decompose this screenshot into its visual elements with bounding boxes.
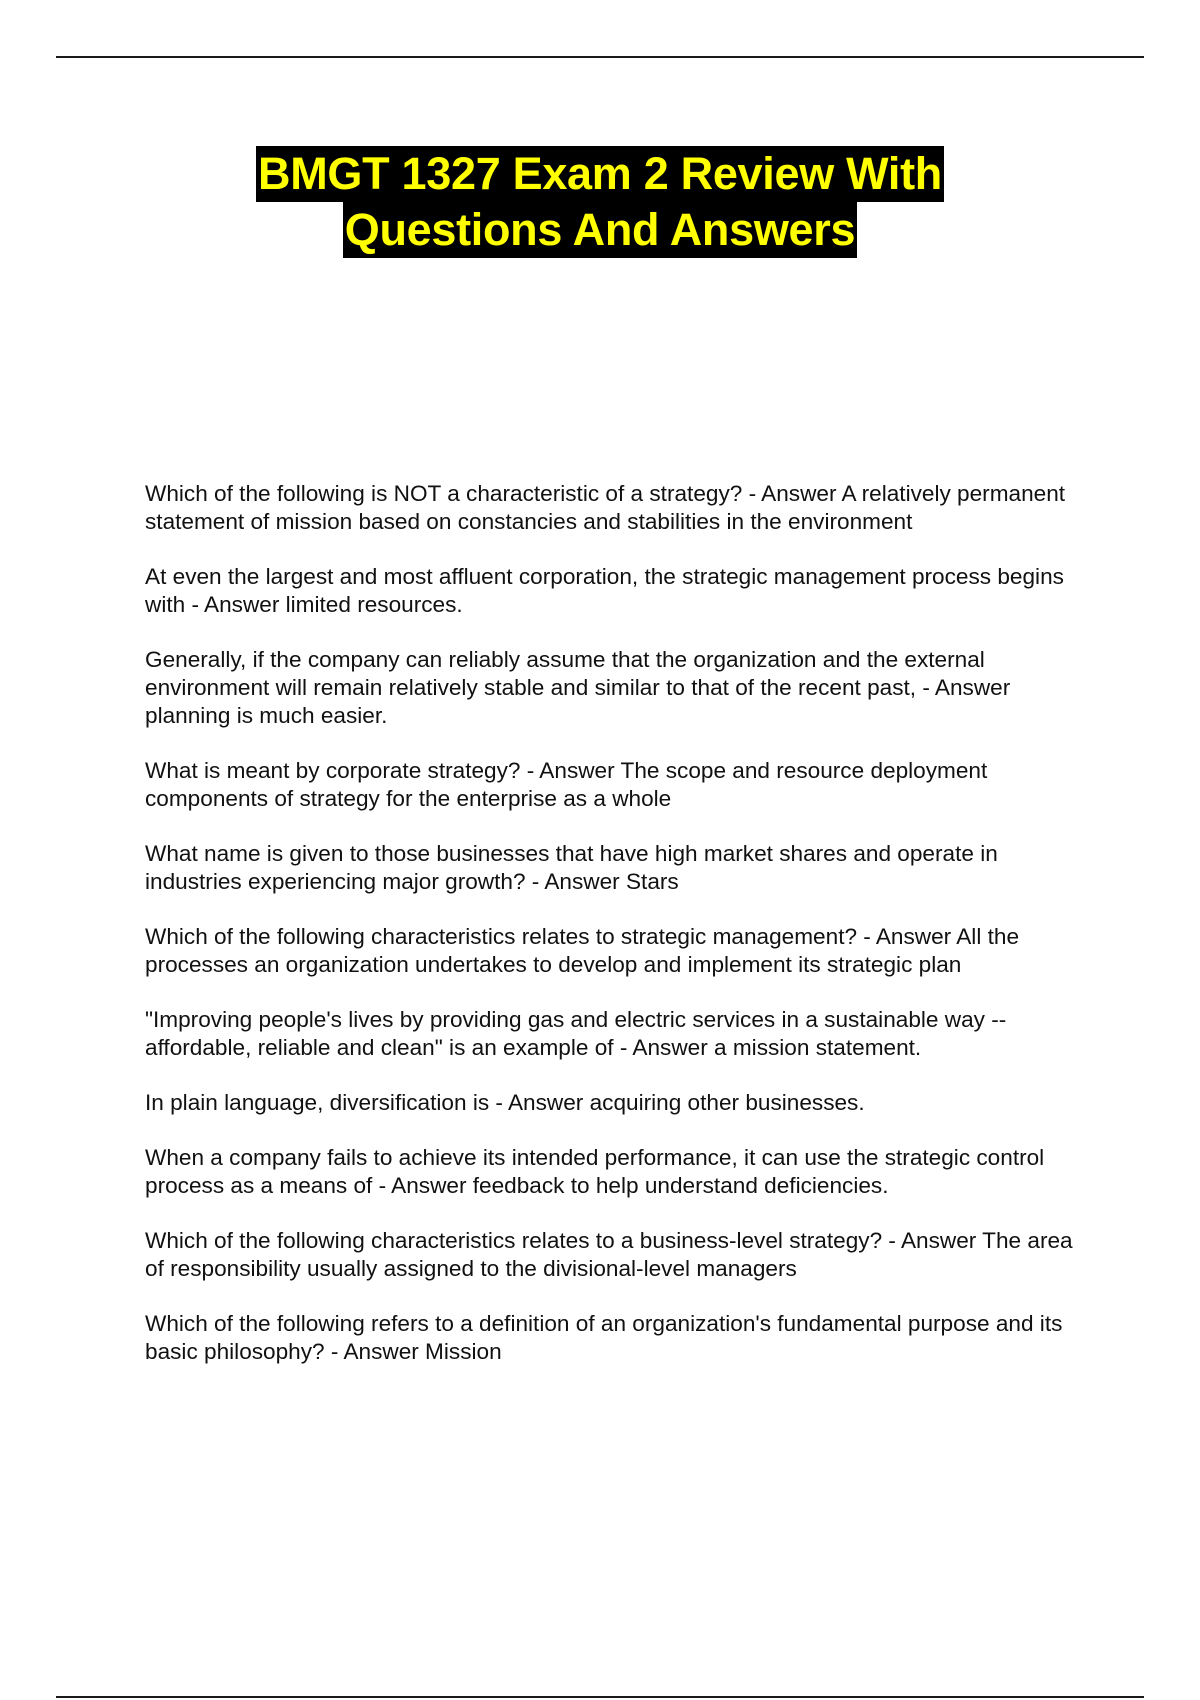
question-answer-list: [145, 480, 1095, 1393]
qa-item: "Improving people's lives by providing gas and electric services in a sustainable way -- affordable, reliable and clean" is an example of - Answer a mission statement.: [145, 1007, 1007, 1060]
title-line-2: Questions And Answers: [343, 202, 857, 258]
qa-item: What name is given to those businesses that have high market shares and operate in industries experiencing major growth? - Answer Stars: [145, 841, 998, 894]
title-line-1: BMGT 1327 Exam 2 Review With: [256, 146, 944, 202]
top-rule: [56, 56, 1144, 58]
qa-item: When a company fails to achieve its intended performance, it can use the strategic control process as a means of - Answer feedback to help understand deficiencies.: [145, 1145, 1045, 1198]
qa-item: At even the largest and most affluent corporation, the strategic management process begins with - Answer limited resources.: [145, 564, 1064, 617]
qa-item: Which of the following refers to a definition of an organization's fundamental purpose and its basic philosophy? - Answer Mission: [145, 1311, 1063, 1364]
qa-item: In plain language, diversification is - Answer acquiring other businesses.: [145, 1090, 865, 1115]
qa-item: Which of the following characteristics relates to a business-level strategy? - Answer The area of responsibility usually assigned to the divisional-level managers: [145, 1228, 1073, 1281]
bottom-rule: [56, 1696, 1144, 1698]
document-title: [0, 146, 1200, 258]
qa-item: What is meant by corporate strategy? - Answer The scope and resource deployment components of strategy for the enterprise as a whole: [145, 758, 988, 811]
qa-item: Which of the following characteristics relates to strategic management? - Answer All the processes an organization undertakes to develop and implement its strategic plan: [145, 924, 1020, 977]
qa-item: Generally, if the company can reliably assume that the organization and the external environment will remain relatively stable and similar to that of the recent past, - Answer planning is much easier.: [145, 647, 1011, 728]
qa-item: Which of the following is NOT a characteristic of a strategy? - Answer A relatively permanent statement of mission based on constancies and stabilities in the environment: [145, 481, 1066, 534]
